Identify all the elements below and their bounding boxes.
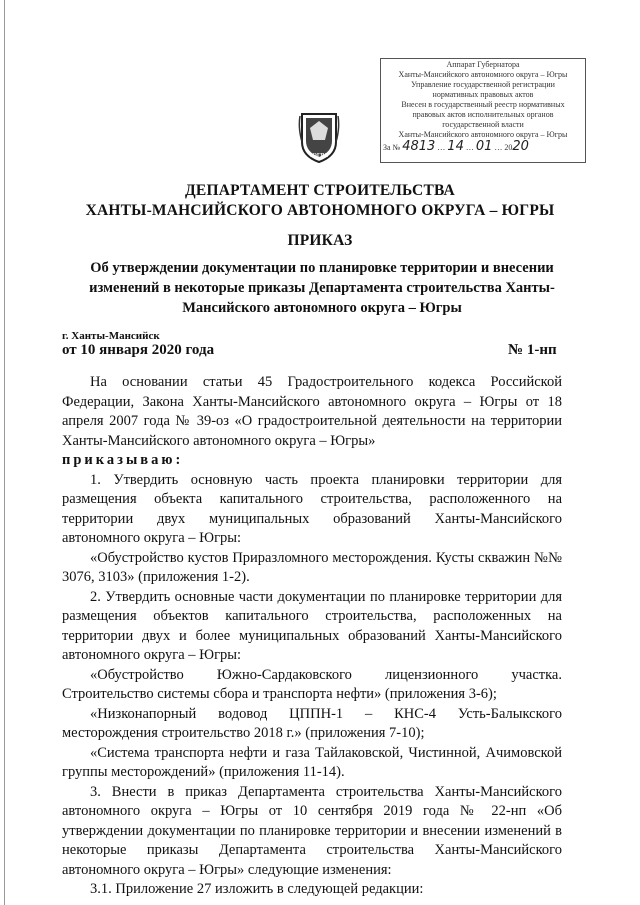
paragraph-2-item-1: «Обустройство Южно-Сардаковского лицензионного участка. Строительство системы сбора и транспорта нефти» (приложения 3-6);	[62, 666, 562, 702]
paragraph-1: 1. Утвердить основную часть проекта планировки территории для размещения объекта капитального строительства, расположенного на территории двух муниципальных образований Ханты-Мансийского автономного округа – Югры:	[62, 471, 562, 546]
stamp-line: Ханты-Мансийского автономного округа – Югры	[398, 130, 568, 139]
paragraph-2: 2. Утвердить основные части документации по планировке территории для размещения объектов капитального строительства, расположенных на территории двух и более муниципальных образований Ханты-Мансийского автономного округа – Югры:	[62, 588, 562, 663]
stamp-line: Управление государственной регистрации	[411, 80, 555, 89]
stamp-reg-year: 20	[512, 139, 529, 154]
emblem-label: ЮГРА	[310, 153, 328, 159]
stamp-reg-day: 14	[447, 139, 464, 154]
order-number: № 1-нп	[508, 342, 557, 358]
document-title: Об утверждении документации по планировке территории и внесении изменений в некоторые приказы Департамента строительства Ханты-Мансийского автономного округа – Югры	[89, 260, 555, 316]
stamp-line: Ханты-Мансийского автономного округа – Югры	[398, 70, 568, 79]
paragraph-3: 3. Внести в приказ Департамента строительства Ханты-Мансийского автономного округа – Югры от 10 сентября 2019 года № 22-нп «Об утверждении документации по планировке территории и внесении изменений в некоторые приказы Департамента строительства Ханты-Мансийского автономного округа – Югры» следующие изменения:	[62, 783, 562, 878]
stamp-reg-number: 4813	[402, 139, 436, 154]
scan-edge	[4, 0, 5, 905]
document-type: ПРИКАЗ	[287, 232, 353, 249]
stamp-line: нормативных правовых актов	[432, 90, 534, 99]
stamp-line: правовых актов исполнительных органов	[412, 110, 554, 119]
stamp-registration: За № 4813 … 14 … 01 … 2020	[383, 139, 529, 154]
department-name-line1: ДЕПАРТАМЕНТ СТРОИТЕЛЬСТВА	[185, 182, 455, 199]
paragraph-2-item-2: «Низконапорный водовод ЦППН-1 – КНС-4 Усть-Балыкского месторождения строительство 2018 г.» (приложения 7-10);	[62, 705, 562, 741]
stamp-reg-month: 01	[475, 139, 493, 154]
document-body	[62, 373, 562, 900]
stamp-line: государственной власти	[442, 120, 524, 129]
registration-stamp	[380, 58, 586, 163]
paragraph-2-item-3: «Система транспорта нефти и газа Тайлаковской, Чистинной, Ачимовской группы месторождений» (приложения 11-14).	[62, 744, 562, 780]
order-word: приказываю:	[62, 452, 184, 468]
stamp-line: Аппарат Губернатора	[446, 60, 520, 69]
order-date: от 10 января 2020 года	[62, 342, 215, 358]
preamble: На основании статьи 45 Градостроительного кодекса Российской Федерации, Закона Ханты-Мансийского автономного округа – Югры от 18 апреля 2007 года № 39-оз «О градостроительной деятельности на территории Ханты-Мансийского автономного округа – Югры»	[62, 374, 562, 449]
coat-of-arms-icon	[298, 108, 340, 164]
place: г. Ханты-Мансийск	[62, 330, 160, 342]
department-name-line2: ХАНТЫ-МАНСИЙСКОГО АВТОНОМНОГО ОКРУГА – ЮГРЫ	[85, 202, 555, 219]
paragraph-3-1: 3.1. Приложение 27 изложить в следующей редакции:	[90, 881, 424, 897]
paragraph-1-item: «Обустройство кустов Приразломного месторождения. Кусты скважин №№ 3076, 3103» (приложения 1-2).	[62, 549, 562, 585]
stamp-line: Внесен в государственный реестр нормативных	[401, 100, 565, 109]
